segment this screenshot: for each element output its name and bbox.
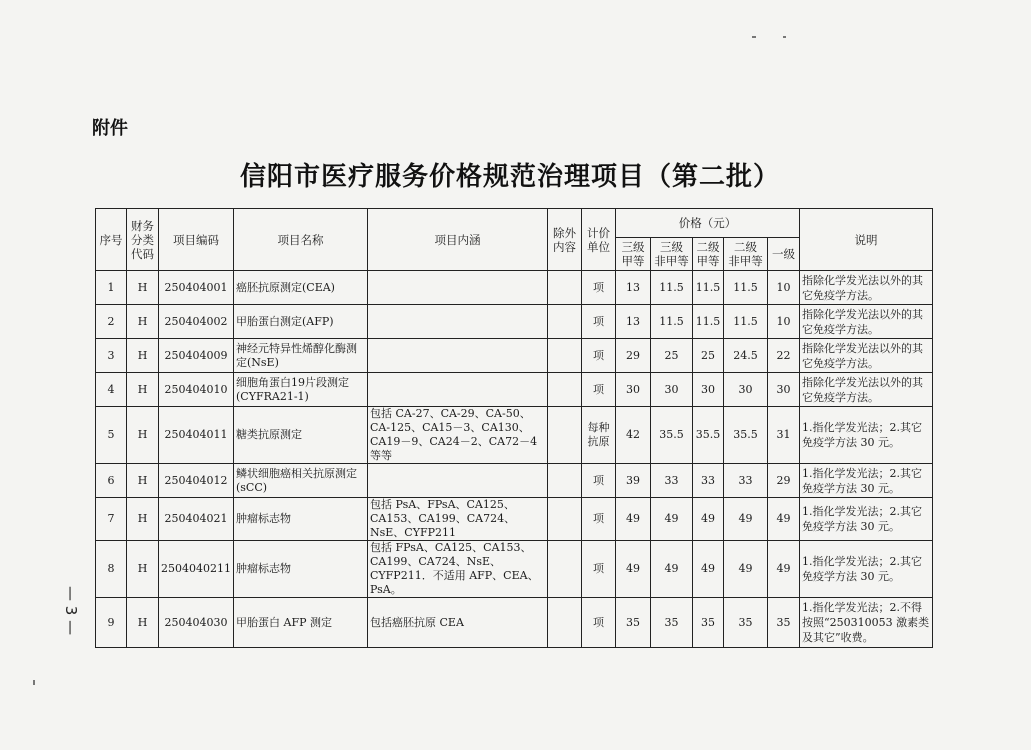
cell-note: 1.指化学发光法；2.其它免疫学方法 30 元。 — [800, 464, 933, 498]
cell-price-level-1: 39 — [616, 464, 651, 498]
cell-price-level-2: 49 — [651, 498, 693, 541]
table-row — [96, 373, 933, 407]
cell-price-level-5: 35 — [768, 598, 800, 648]
cell-price-level-4: 49 — [724, 498, 768, 541]
document-title: 信阳市医疗服务价格规范治理项目（第二批） — [239, 162, 780, 192]
cell-name: 甲胎蛋白 AFP 测定 — [234, 598, 368, 648]
cell-content: 包括 PsA、FPsA、CA125、CA153、CA199、CA724、NsE、CYFP211 — [368, 498, 548, 541]
table-row — [96, 305, 933, 339]
table-row — [96, 271, 933, 305]
cell-exclusion — [548, 498, 582, 541]
cell-price-level-5: 29 — [768, 464, 800, 498]
level-line: 非甲等 — [654, 254, 689, 268]
cell-note: 1.指化学发光法；2.不得按照“250310053 激素类及其它”收费。 — [800, 598, 933, 648]
cell-name: 糖类抗原测定 — [234, 407, 368, 464]
header-seq: 序号 — [96, 209, 127, 271]
cell-price-level-2: 49 — [651, 541, 693, 598]
cell-unit: 每种抗原 — [582, 407, 616, 464]
cell-price-level-1: 30 — [616, 373, 651, 407]
cell-exclusion — [548, 339, 582, 373]
cell-seq: 2 — [96, 305, 127, 339]
cell-price-level-3: 11.5 — [693, 271, 724, 305]
table-row — [96, 339, 933, 373]
level-line: 甲等 — [696, 254, 720, 268]
header-price: 价格（元） — [616, 209, 800, 238]
cell-price-level-3: 33 — [693, 464, 724, 498]
header-code: 项目编码 — [159, 209, 234, 271]
cell-price-level-1: 49 — [616, 498, 651, 541]
cell-price-level-4: 24.5 — [724, 339, 768, 373]
level-line: 甲等 — [621, 254, 645, 268]
cell-code: 250404009 — [159, 339, 234, 373]
cell-price-level-4: 11.5 — [724, 305, 768, 339]
cell-note: 指除化学发光法以外的其它免疫学方法。 — [800, 271, 933, 305]
cell-price-level-5: 10 — [768, 271, 800, 305]
cell-unit: 项 — [582, 305, 616, 339]
table-row — [96, 498, 933, 541]
cell-content: 包括癌胚抗原 CEA — [368, 598, 548, 648]
cell-name: 肿瘤标志物 — [234, 541, 368, 598]
header-exclusion-line: 内容 — [553, 239, 576, 254]
cell-price-level-2: 11.5 — [651, 271, 693, 305]
cell-content — [368, 373, 548, 407]
header-category-line: 财务 — [131, 218, 154, 233]
cell-exclusion — [548, 541, 582, 598]
level-line: 三级 — [660, 240, 683, 254]
cell-seq: 8 — [96, 541, 127, 598]
header-level-3 — [693, 238, 724, 271]
cell-unit: 项 — [582, 598, 616, 648]
cell-exclusion — [548, 271, 582, 305]
cell-price-level-5: 22 — [768, 339, 800, 373]
cell-note: 1.指化学发光法；2.其它免疫学方法 30 元。 — [800, 498, 933, 541]
cell-price-level-3: 11.5 — [693, 305, 724, 339]
cell-price-level-5: 10 — [768, 305, 800, 339]
cell-content — [368, 271, 548, 305]
cell-name: 细胞角蛋白19片段测定(CYFRA21-1) — [234, 373, 368, 407]
cell-unit: 项 — [582, 339, 616, 373]
cell-price-level-2: 35.5 — [651, 407, 693, 464]
cell-price-level-5: 49 — [768, 541, 800, 598]
header-content: 项目内涵 — [368, 209, 548, 271]
cell-category: H — [127, 598, 159, 648]
cell-price-level-4: 35.5 — [724, 407, 768, 464]
header-category-line: 分类 — [131, 232, 154, 247]
cell-note: 指除化学发光法以外的其它免疫学方法。 — [800, 305, 933, 339]
cell-unit: 项 — [582, 373, 616, 407]
header-level-1 — [616, 238, 651, 271]
scan-speck — [783, 36, 786, 38]
cell-content: 包括 FPsA、CA125、CA153、CA199、CA724、NsE、CYFP211．不适用 AFP、CEA、PsA。 — [368, 541, 548, 598]
cell-name: 肿瘤标志物 — [234, 498, 368, 541]
cell-unit: 项 — [582, 464, 616, 498]
header-category — [127, 209, 159, 271]
cell-exclusion — [548, 464, 582, 498]
header-unit — [582, 209, 616, 271]
cell-seq: 1 — [96, 271, 127, 305]
cell-category: H — [127, 305, 159, 339]
cell-name: 神经元特异性烯醇化酶测定(NsE) — [234, 339, 368, 373]
cell-price-level-5: 30 — [768, 373, 800, 407]
cell-unit: 项 — [582, 498, 616, 541]
cell-price-level-2: 33 — [651, 464, 693, 498]
cell-seq: 3 — [96, 339, 127, 373]
cell-code: 250404021 — [159, 498, 234, 541]
cell-price-level-4: 11.5 — [724, 271, 768, 305]
cell-category: H — [127, 407, 159, 464]
header-category-line: 代码 — [131, 246, 154, 261]
table-row — [96, 464, 933, 498]
cell-price-level-2: 11.5 — [651, 305, 693, 339]
header-note: 说明 — [800, 209, 933, 271]
cell-code: 250404002 — [159, 305, 234, 339]
header-unit-line: 单位 — [587, 239, 610, 254]
level-line: 一级 — [772, 247, 795, 261]
level-line: 二级 — [734, 240, 757, 254]
cell-price-level-1: 13 — [616, 305, 651, 339]
cell-price-level-3: 30 — [693, 373, 724, 407]
cell-category: H — [127, 541, 159, 598]
level-line: 三级 — [621, 240, 645, 254]
cell-seq: 7 — [96, 498, 127, 541]
price-table — [95, 208, 933, 648]
cell-price-level-5: 31 — [768, 407, 800, 464]
scan-speck — [33, 680, 35, 685]
cell-category: H — [127, 271, 159, 305]
header-name: 项目名称 — [234, 209, 368, 271]
cell-exclusion — [548, 598, 582, 648]
cell-note: 1.指化学发光法；2.其它免疫学方法 30 元。 — [800, 541, 933, 598]
cell-content — [368, 339, 548, 373]
cell-code: 250404001 — [159, 271, 234, 305]
level-line: 二级 — [696, 240, 720, 254]
cell-code: 2504040211 — [159, 541, 234, 598]
header-exclusion — [548, 209, 582, 271]
cell-name: 癌胚抗原测定(CEA) — [234, 271, 368, 305]
cell-price-level-1: 35 — [616, 598, 651, 648]
cell-content — [368, 305, 548, 339]
header-level-2 — [651, 238, 693, 271]
page-number: — 3 — — [62, 586, 80, 636]
cell-price-level-2: 25 — [651, 339, 693, 373]
cell-price-level-3: 49 — [693, 498, 724, 541]
cell-price-level-4: 49 — [724, 541, 768, 598]
cell-code: 250404012 — [159, 464, 234, 498]
cell-name: 甲胎蛋白测定(AFP) — [234, 305, 368, 339]
cell-seq: 4 — [96, 373, 127, 407]
cell-price-level-3: 25 — [693, 339, 724, 373]
header-exclusion-line: 除外 — [553, 225, 576, 240]
cell-seq: 9 — [96, 598, 127, 648]
attachment-label: 附件 — [92, 118, 128, 139]
cell-seq: 5 — [96, 407, 127, 464]
cell-content — [368, 464, 548, 498]
header-unit-line: 计价 — [587, 225, 610, 240]
cell-note: 1.指化学发光法；2.其它免疫学方法 30 元。 — [800, 407, 933, 464]
cell-price-level-1: 29 — [616, 339, 651, 373]
table-row — [96, 541, 933, 598]
header-level-5 — [768, 238, 800, 271]
scan-speck — [752, 36, 756, 38]
cell-content: 包括 CA-27、CA-29、CA-50、CA-125、CA15－3、CA130、CA19－9、CA24－2、CA72－4 等等 — [368, 407, 548, 464]
cell-code: 250404010 — [159, 373, 234, 407]
cell-note: 指除化学发光法以外的其它免疫学方法。 — [800, 373, 933, 407]
cell-code: 250404030 — [159, 598, 234, 648]
table-row — [96, 407, 933, 464]
cell-name: 鳞状细胞癌相关抗原测定(sCC) — [234, 464, 368, 498]
cell-price-level-2: 35 — [651, 598, 693, 648]
header-level-4 — [724, 238, 768, 271]
cell-category: H — [127, 464, 159, 498]
cell-exclusion — [548, 407, 582, 464]
cell-category: H — [127, 339, 159, 373]
cell-category: H — [127, 373, 159, 407]
cell-price-level-3: 35.5 — [693, 407, 724, 464]
cell-note: 指除化学发光法以外的其它免疫学方法。 — [800, 339, 933, 373]
table-row — [96, 598, 933, 648]
cell-seq: 6 — [96, 464, 127, 498]
cell-price-level-4: 30 — [724, 373, 768, 407]
cell-unit: 项 — [582, 271, 616, 305]
cell-price-level-1: 42 — [616, 407, 651, 464]
cell-price-level-4: 35 — [724, 598, 768, 648]
cell-code: 250404011 — [159, 407, 234, 464]
cell-price-level-3: 49 — [693, 541, 724, 598]
cell-price-level-5: 49 — [768, 498, 800, 541]
cell-unit: 项 — [582, 541, 616, 598]
cell-price-level-3: 35 — [693, 598, 724, 648]
cell-category: H — [127, 498, 159, 541]
cell-price-level-1: 13 — [616, 271, 651, 305]
cell-exclusion — [548, 373, 582, 407]
cell-exclusion — [548, 305, 582, 339]
level-line: 非甲等 — [728, 254, 763, 268]
cell-price-level-1: 49 — [616, 541, 651, 598]
cell-price-level-4: 33 — [724, 464, 768, 498]
cell-price-level-2: 30 — [651, 373, 693, 407]
